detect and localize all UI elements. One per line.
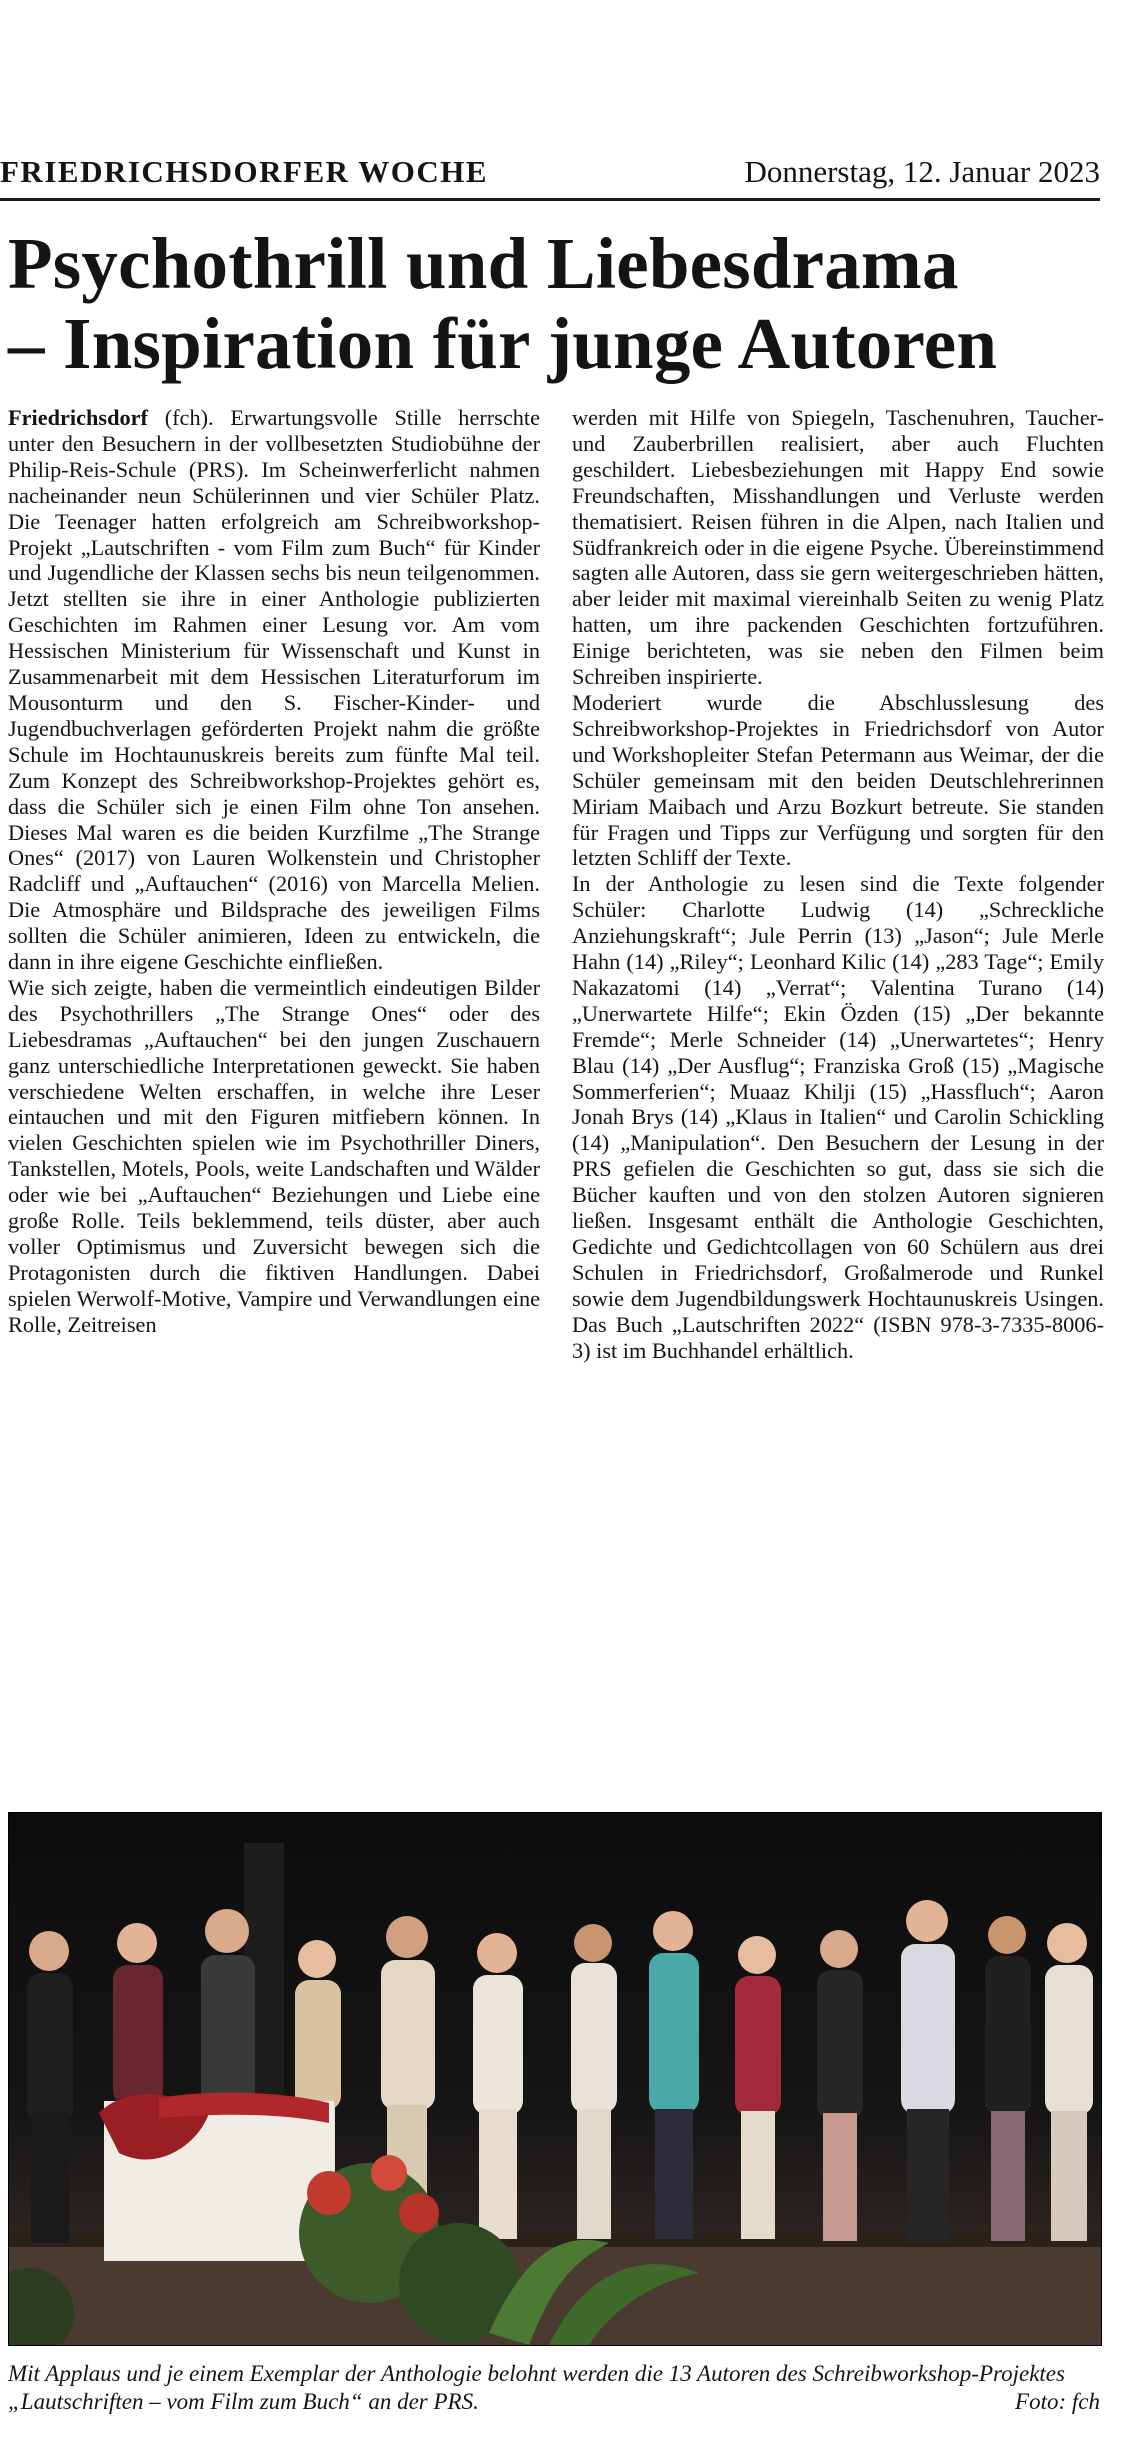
article-paragraph	[8, 405, 540, 975]
person	[901, 1900, 955, 2241]
masthead	[0, 148, 1100, 201]
newspaper-name: FRIEDRICHSDORFER WOCHE	[0, 154, 489, 189]
person	[649, 1911, 699, 2239]
dateline-place: Friedrichsdorf	[8, 405, 148, 430]
person	[735, 1936, 781, 2239]
person	[817, 1930, 863, 2241]
photo-credit: Foto: fch	[1015, 2389, 1100, 2414]
headline-line-1: Psychothrill und Liebesdrama	[8, 223, 959, 304]
person	[473, 1933, 523, 2239]
headline	[8, 224, 1098, 384]
lead-text: (fch). Erwartungsvolle Stille herrschte unter den Besuchern in der vollbesetzten Studiobühne der Philip-Reis-Schule (PRS). Im Scheinwerferlicht nahmen nacheinander neun Schülerinnen und vier Schüler Platz. Die Teenager hatten erfolgreich am Schreibworkshop-Projekt „Lautschriften - vom Film zum Buch“ für Kinder und Jugendliche der Klassen sechs bis neun teilgenommen. Jetzt stellten sie ihre in einer Anthologie publizierten Geschichten im Rahmen einer Lesung vor. Am vom Hessischen Ministerium für Wissenschaft und Kunst in Zusammenarbeit mit dem Hessischen Literaturforum im Mousonturm und den S. Fischer-Kinder- und Jugendbuchverlagen geförderten Projekt nahm die größte Schule im Hochtaunuskreis bereits zum fünfte Mal teil. Zum Konzept des Schreibworkshop-Projektes gehört es, dass die Schüler sich je einen Film ohne Ton ansehen. Dieses Mal waren es die beiden Kurzfilme „The Strange Ones“ (2017) von Lauren Wolkenstein und Christopher Radcliff und „Auftauchen“ (2016) von Marcella Melien. Die Atmosphäre und Bildsprache des jeweiligen Films sollten die Schüler animieren, Ideen zu entwickeln, die dann in ihre eigene Geschichte einfließen.	[8, 405, 540, 975]
article-paragraph: Wie sich zeigte, haben die vermeintlich eindeutigen Bilder des Psychothrillers „The Strange Ones“ oder des Liebesdramas „Auftauchen“ bei den jungen Zuschauern ganz unterschiedliche Interpretationen geweckt. Sie haben verschiedene Welten erschaffen, in welche ihre Leser eintauchen und mit den Figuren mitfiebern können. In vielen Geschichten spielen wie im Psychothriller Diners, Tankstellen, Motels, Pools, weite Landschaften und Wälder oder wie bei „Auftauchen“ Beziehungen und Liebe eine große Rolle. Teils beklemmend, teils düster, aber auch voller Optimismus und Zuversicht bewegen sich die Protagonisten durch die fiktiven Handlungen. Dabei spielen Werwolf-Motive, Vampire und Verwandlungen eine Rolle, Zeitreisen	[8, 974, 540, 1337]
person	[571, 1924, 617, 2239]
photo-caption	[8, 2360, 1100, 2416]
article-paragraph: werden mit Hilfe von Spiegeln, Taschenuhren, Taucher- und Zauberbrillen realisiert, aber auch Fluchten geschildert. Liebesbeziehungen mit Happy End sowie Freundschaften, Misshandlungen und Verluste werden thematisiert. Reisen führen in die Alpen, nach Italien und Südfrankreich oder in die eigene Psyche. Übereinstimmend sagten alle Autoren, dass sie gern weitergeschrieben hätten, aber leider mit maximal viereinhalb Seiten zu wenig Platz hatten, um ihre packenden Geschichten fortzuführen. Einige berichteten, was sie neben den Filmen beim Schreiben inspirierte.	[572, 405, 1104, 690]
person	[1045, 1923, 1093, 2241]
book-table	[99, 2093, 334, 2261]
article-paragraph: In der Anthologie zu lesen sind die Texte folgender Schüler: Charlotte Ludwig (14) „Schreckliche Anziehungskraft“; Jule Perrin (13) „Jason“; Jule Merle Hahn (14) „Riley“; Leonhard Kilic (14) „283 Tage“; Emily Nakazatomi (14) „Verrat“; Valentina Turano (14) „Unerwartete Hilfe“; Ekin Özden (15) „Der bekannte Fremde“; Merle Schneider (14) „Unerwartetes“; Henry Blau (14) „Der Ausflug“; Franziska Groß (15) „Magische Sommerferien“; Muaaz Khilji (15) „Hassfluch“; Aaron Jonah Brys (14) „Klaus in Italien“ und Carolin Schickling (14) „Manipulation“. Den Besuchern der Lesung in der PRS gefielen die Geschichten so gut, dass sie sich die Bücher kauften und von den stolzen Autoren signieren ließen. Insgesamt enthält die Anthologie Geschichten, Gedichte und Gedichtcollagen von 60 Schülern aus drei Schulen in Friedrichsdorf, Großalmerode und Runkel sowie dem Jugendbildungswerk Hochtaunuskreis Usingen. Das Buch „Lautschriften 2022“ (ISBN 978-3-7335-8006-3) ist im Buchhandel erhältlich.	[572, 871, 1104, 1363]
headline-line-2: – Inspiration für junge Autoren	[8, 303, 998, 384]
person	[985, 1916, 1031, 2241]
article-column-right	[572, 405, 1104, 1364]
article-column-left	[8, 405, 540, 1338]
issue-date: Donnerstag, 12. Januar 2023	[744, 154, 1100, 189]
group-photo	[8, 1812, 1102, 2346]
caption-text: Mit Applaus und je einem Exemplar der Anthologie belohnt werden die 13 Autoren des Schreibworkshop-Projektes „Lautschriften – vom Film zum Buch“ an der PRS.	[8, 2361, 1065, 2414]
stage-illustration	[9, 1813, 1101, 2345]
person	[27, 1931, 73, 2243]
article-paragraph: Moderiert wurde die Abschlusslesung des Schreibworkshop-Projektes in Friedrichsdorf von Autor und Workshopleiter Stefan Petermann aus Weimar, der die Schüler gemeinsam mit den beiden Deutschlehrerinnen Miriam Maibach und Arzu Bozkurt betreute. Sie standen für Fragen und Tipps zur Verfügung und sorgten für den letzten Schliff der Texte.	[572, 689, 1104, 871]
